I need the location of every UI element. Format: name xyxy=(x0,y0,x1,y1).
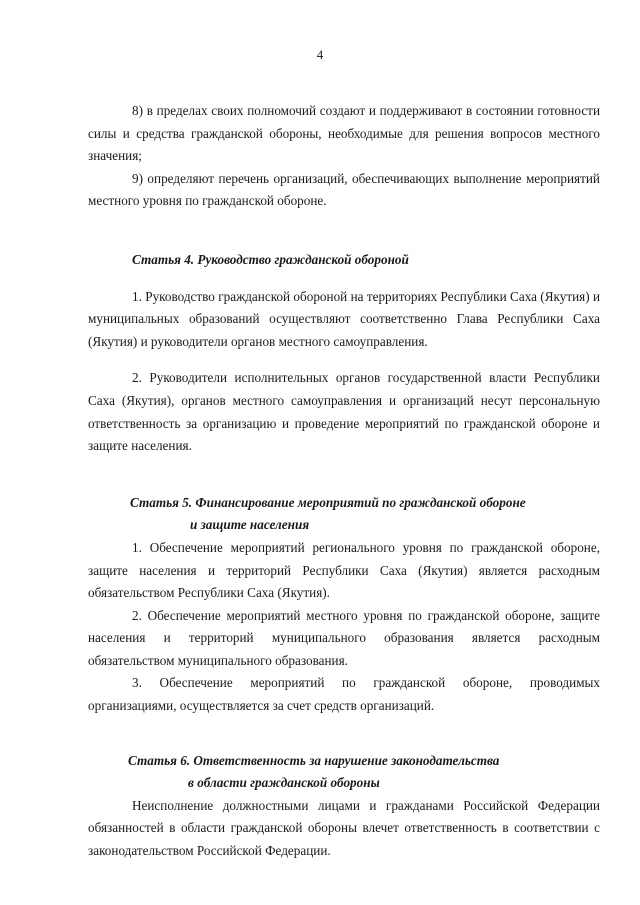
article-6-heading xyxy=(88,750,600,795)
article-5-paragraph-2: 2. Обеспечение мероприятий местного уровня по гражданской обороне, защите населения и территорий муниципального образования является расходным обязательством муниципального образования. xyxy=(88,607,600,668)
article-5-heading-line-1: Статья 5. Финансирование мероприятий по гражданской обороне xyxy=(130,494,526,510)
article-5-heading xyxy=(88,492,600,537)
article-4-heading: Статья 4. Руководство гражданской обороной xyxy=(132,251,409,267)
article-5-paragraph-1: 1. Обеспечение мероприятий регионального уровня по гражданской обороне, защите населения и территорий Республики Саха (Якутия) является расходным обязательством Республики Саха (Якутия). xyxy=(88,539,600,601)
paragraph-item-8: 8) в пределах своих полномочий создают и поддерживают в состоянии готовности силы и средства гражданской обороны, необходимые для решения вопросов местного значения; xyxy=(88,103,600,164)
paragraph-item-9: 9) определяют перечень организаций, обеспечивающих выполнение мероприятий местного уровня по гражданской обороне. xyxy=(88,170,600,209)
article-6-heading-line-1: Статья 6. Ответственность за нарушение законодательства xyxy=(128,752,500,768)
article-4-paragraph-1: 1. Руководство гражданской обороной на территориях Республики Саха (Якутия) и муниципальных образований осуществляют соответственно Глава Республики Саха (Якутия) и руководители органов местного самоуправления. xyxy=(88,288,600,349)
article-5-paragraph-3: 3. Обеспечение мероприятий по гражданской обороне, проводимых организациями, осуществляется за счет средств организаций. xyxy=(88,675,600,714)
article-5-heading-line-2: и защите населения xyxy=(190,517,310,533)
document-body xyxy=(88,100,600,863)
article-6-heading-line-2: в области гражданской обороны xyxy=(188,775,380,791)
page-number: 4 xyxy=(316,47,324,62)
article-6-paragraph-1: Неисполнение должностными лицами и гражданами Российской Федерации обязанностей в области гражданской обороны влечет ответственность в соответствии с законодательством Российской Федерации. xyxy=(88,797,600,859)
article-4-paragraph-2: 2. Руководители исполнительных органов государственной власти Республики Саха (Якутия), органов местного самоуправления и организаций несут персональную ответственность за организацию и проведение мероприятий по гражданской обороне и защите населения. xyxy=(88,370,600,454)
